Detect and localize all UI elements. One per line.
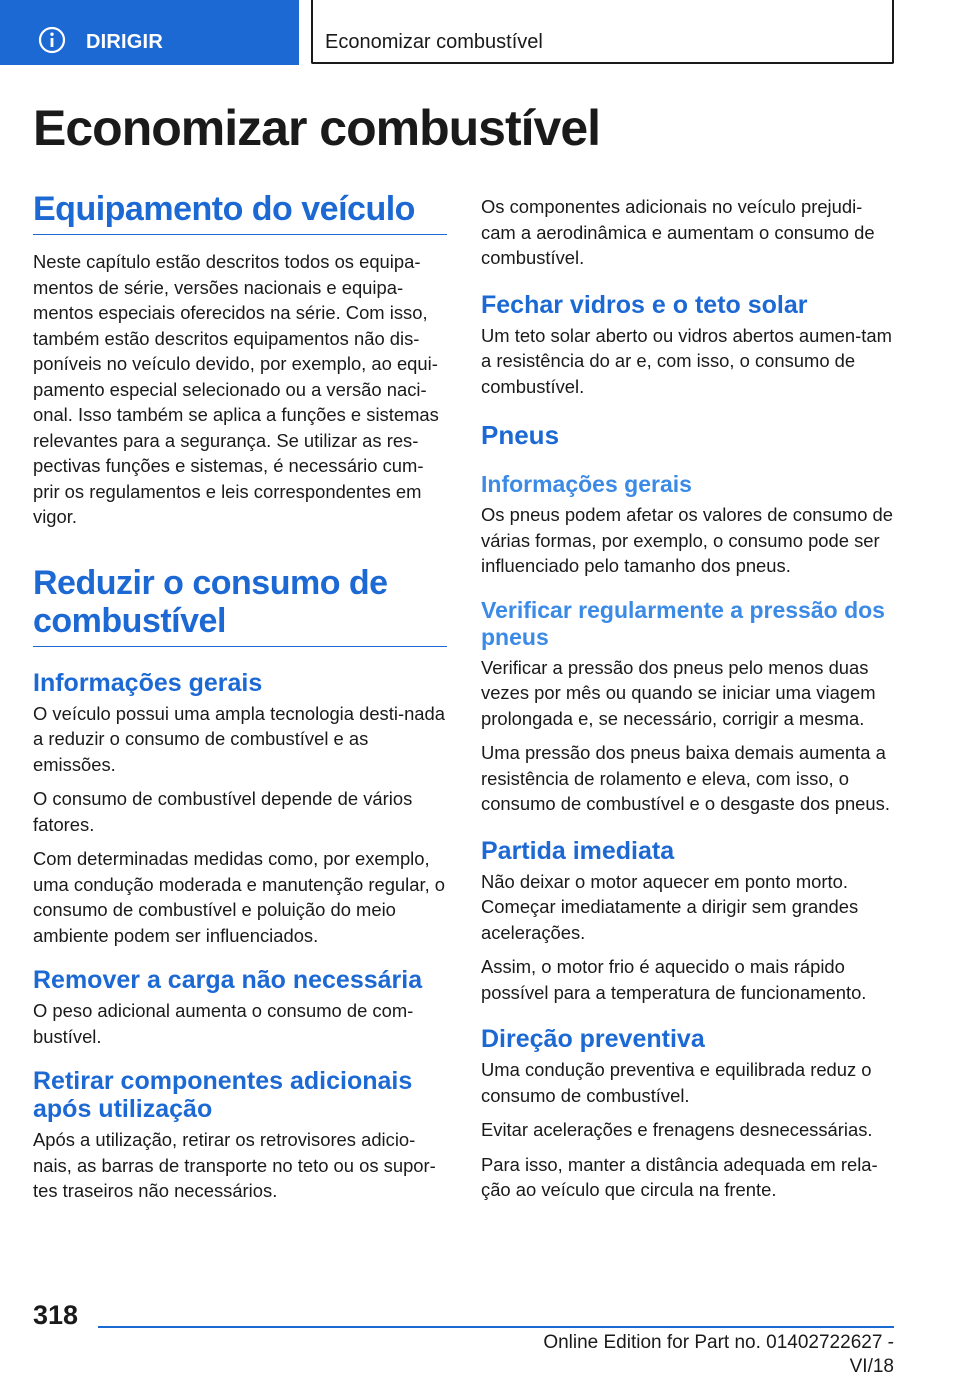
heading-equipamento: Equipamento do veículo	[33, 190, 415, 228]
heading-reduzir: Reduzir o consumo de combustível	[33, 563, 388, 640]
paragraph-partida-2: Assim, o motor frio é aquecido o mais rápido possível para a temperatura de funcionamento.	[481, 956, 867, 1003]
heading-pneus: Pneus	[481, 420, 560, 450]
paragraph-direcao-3: Para isso, manter a distância adequada em rela-ção ao veículo que circula na frente.	[481, 1153, 878, 1200]
section-tab[interactable]	[0, 0, 299, 65]
chapter-title-box	[311, 0, 894, 64]
heading-divider	[33, 190, 447, 235]
paragraph-fechar: Um teto solar aberto ou vidros abertos aumen-tam a resistência do ar e, com isso, o consumo de combustível.	[481, 324, 892, 397]
paragraph-direcao-1: Uma condução preventiva e equilibrada reduz o consumo de combustível.	[481, 1059, 872, 1106]
page-number: 318	[33, 1300, 79, 1330]
paragraph-info-1: O veículo possui uma ampla tecnologia desti-nada a reduzir o consumo de combustível e as emissões.	[33, 702, 445, 775]
info-icon	[38, 26, 66, 54]
heading-direcao: Direção preventiva	[481, 1025, 705, 1053]
section-label: DIRIGIR	[86, 31, 163, 53]
footer-divider	[98, 1326, 894, 1328]
heading-divider	[33, 564, 447, 647]
paragraph-partida-1: Não deixar o motor aquecer em ponto morto. Começar imediatamente a dirigir sem grandes acelerações.	[481, 870, 859, 943]
paragraph-remover: O peso adicional aumenta o consumo de com-bustível.	[33, 1000, 414, 1047]
chapter-title: Economizar combustível	[325, 31, 543, 53]
edition-text: Online Edition for Part no. 01402722627 - VI/18	[543, 1332, 894, 1377]
paragraph-pneus-info: Os pneus podem afetar os valores de consumo de várias formas, por exemplo, o consumo pode ser influenciado pelo tamanho dos pneus.	[481, 504, 893, 576]
paragraph-componentes: Os componentes adicionais no veículo prejudi-cam a aerodinâmica e aumentam o consumo de combustível.	[481, 196, 875, 268]
paragraph-equipamento: Neste capítulo estão descritos todos os equipa-mentos de série, versões nacionais e equipa-mentos especiais oferecidos na série. Com isso, também estão descritos equipamentos não dis-poníveis no veículo devido, por exemplo, ao equi-pamento especial selecionado ou a versão naci-onal. Isso também se aplica a funções e sistemas relevantes para a segurança. Se utilizar as res-pectivas funções e sistemas, é necessário cum-prir os regulamentos e leis correspondentes em vigor.	[33, 251, 439, 527]
heading-partida: Partida imediata	[481, 836, 675, 865]
paragraph-verificar-1: Verificar a pressão dos pneus pelo menos duas vezes por mês ou quando se iniciar uma viagem prolongada e, se necessário, corrigir a mesma.	[481, 656, 876, 729]
heading-fechar: Fechar vidros e o teto solar	[481, 290, 808, 319]
right-column	[481, 194, 895, 1212]
paragraph-direcao-2: Evitar acelerações e frenagens desnecessárias.	[481, 1119, 873, 1140]
paragraph-retirar: Após a utilização, retirar os retrovisores adicio-nais, as barras de transporte no teto ou os supor-tes traseiros não necessários.	[33, 1129, 436, 1201]
paragraph-verificar-2: Uma pressão dos pneus baixa demais aumenta a resistência de rolamento e eleva, com isso, o consumo de combustível e o desgaste dos pneus.	[481, 742, 890, 814]
page-header	[0, 0, 960, 66]
heading-verificar: Verificar regularmente a pressão dos pneus	[481, 596, 885, 650]
left-column	[33, 190, 447, 1213]
heading-pneus-info: Informações gerais	[481, 471, 692, 497]
heading-info-gerais: Informações gerais	[33, 668, 263, 697]
heading-retirar: Retirar componentes adicionais após utilização	[33, 1067, 413, 1123]
paragraph-info-3: Com determinadas medidas como, por exemplo, uma condução moderada e manutenção regular, o consumo de combustível e poluição do meio ambiente podem ser influenciados.	[33, 848, 446, 946]
paragraph-info-2: O consumo de combustível depende de vários fatores.	[33, 788, 413, 835]
page-title: Economizar combustível	[33, 100, 601, 156]
heading-remover: Remover a carga não necessária	[33, 966, 423, 994]
